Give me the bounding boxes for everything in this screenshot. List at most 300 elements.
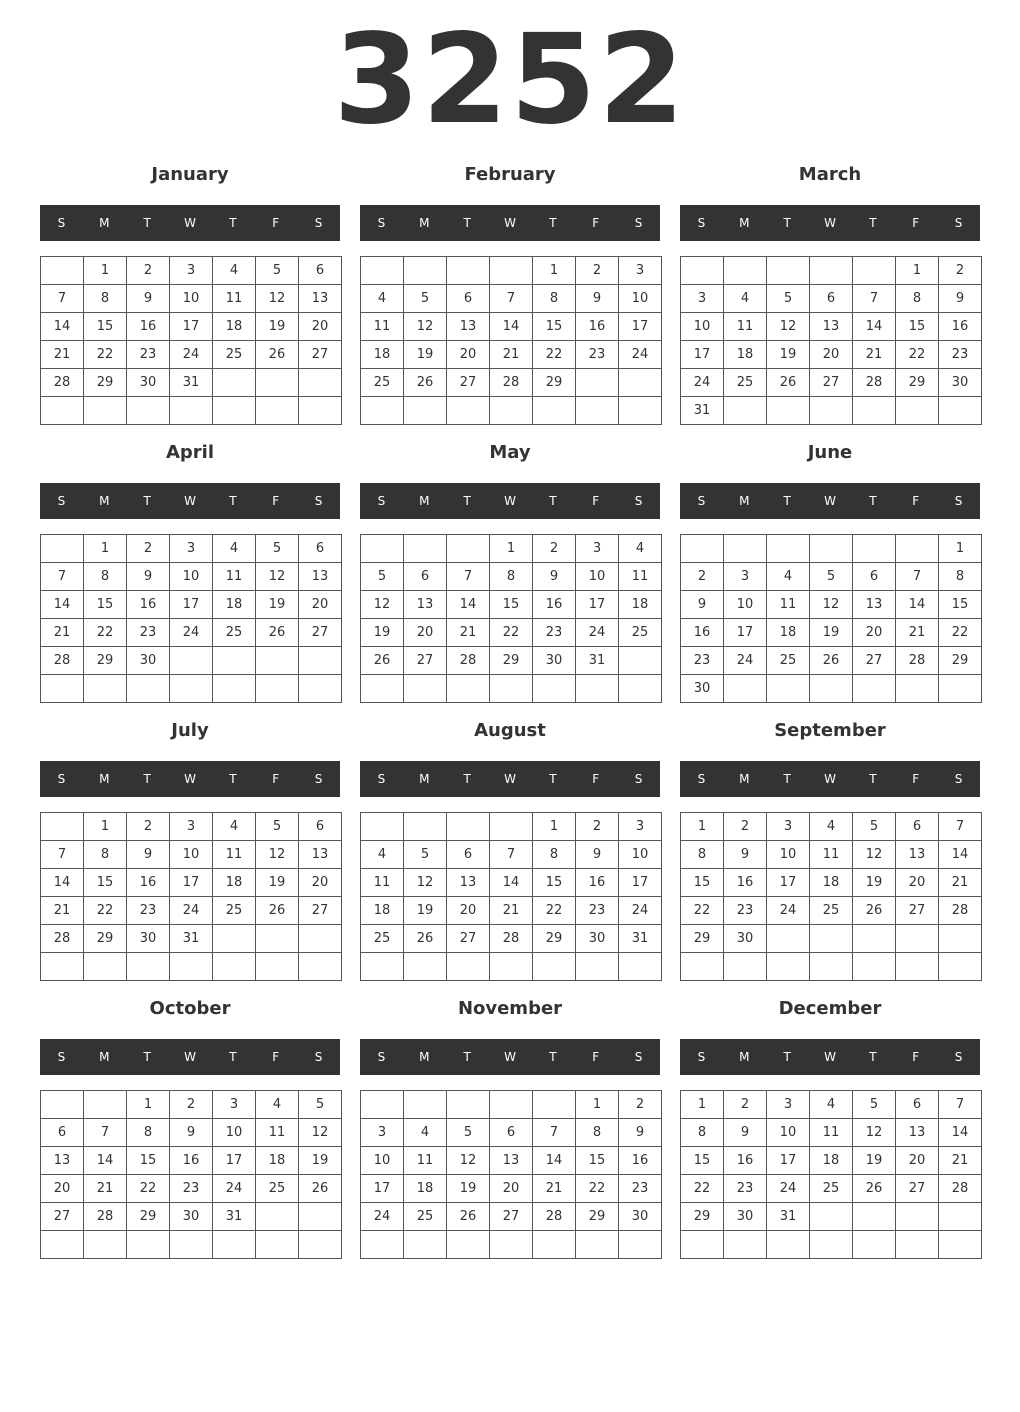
empty-day-cell bbox=[127, 953, 170, 981]
day-cell: 19 bbox=[404, 341, 447, 369]
day-cell: 28 bbox=[896, 647, 939, 675]
day-cell: 16 bbox=[724, 869, 767, 897]
day-cell: 2 bbox=[127, 813, 170, 841]
empty-day-cell bbox=[619, 397, 662, 425]
weekday-label: M bbox=[739, 494, 750, 508]
weekday-label: M bbox=[99, 772, 110, 786]
month-name: January bbox=[151, 164, 229, 185]
empty-day-cell bbox=[490, 397, 533, 425]
empty-day-cell bbox=[299, 1231, 342, 1259]
week-row bbox=[41, 647, 342, 675]
day-cell: 6 bbox=[447, 841, 490, 869]
empty-day-cell bbox=[939, 397, 982, 425]
day-cell: 15 bbox=[576, 1147, 619, 1175]
week-row bbox=[41, 619, 342, 647]
empty-day-cell bbox=[490, 1091, 533, 1119]
week-row bbox=[681, 897, 982, 925]
empty-day-cell bbox=[213, 925, 256, 953]
day-cell: 15 bbox=[939, 591, 982, 619]
day-cell: 12 bbox=[447, 1147, 490, 1175]
weekday-label: W bbox=[184, 772, 196, 786]
day-cell: 20 bbox=[490, 1175, 533, 1203]
week-row bbox=[681, 341, 982, 369]
weekday-label: T bbox=[143, 494, 151, 508]
day-cell: 19 bbox=[853, 869, 896, 897]
week-row bbox=[681, 1147, 982, 1175]
day-cell: 6 bbox=[896, 1091, 939, 1119]
day-cell: 21 bbox=[490, 897, 533, 925]
day-cell: 17 bbox=[619, 313, 662, 341]
weekday-label: F bbox=[272, 1050, 280, 1064]
weekday-label: S bbox=[634, 772, 643, 786]
day-cell: 8 bbox=[939, 563, 982, 591]
day-cell: 7 bbox=[84, 1119, 127, 1147]
day-cell: 15 bbox=[681, 869, 724, 897]
day-cell: 12 bbox=[853, 1119, 896, 1147]
weekday-label: W bbox=[824, 1050, 836, 1064]
day-cell: 25 bbox=[619, 619, 662, 647]
empty-day-cell bbox=[256, 369, 299, 397]
week-row bbox=[361, 313, 662, 341]
day-cell: 23 bbox=[619, 1175, 662, 1203]
day-cell: 12 bbox=[256, 841, 299, 869]
day-cell: 7 bbox=[939, 813, 982, 841]
weekday-label: T bbox=[549, 772, 557, 786]
day-cell: 12 bbox=[404, 869, 447, 897]
day-cell: 1 bbox=[490, 535, 533, 563]
day-cell: 11 bbox=[810, 841, 853, 869]
weekday-label: M bbox=[99, 494, 110, 508]
day-cell: 21 bbox=[41, 897, 84, 925]
week-row bbox=[361, 897, 662, 925]
week-row bbox=[681, 591, 982, 619]
month-march bbox=[680, 162, 980, 426]
day-cell: 25 bbox=[810, 897, 853, 925]
day-cell: 20 bbox=[447, 341, 490, 369]
day-cell: 23 bbox=[127, 341, 170, 369]
day-cell: 23 bbox=[533, 619, 576, 647]
day-cell: 31 bbox=[619, 925, 662, 953]
day-cell: 4 bbox=[810, 813, 853, 841]
month-name: March bbox=[798, 164, 862, 185]
weekday-label: S bbox=[314, 494, 323, 508]
day-grid bbox=[680, 1090, 982, 1259]
empty-day-cell bbox=[853, 257, 896, 285]
day-cell: 26 bbox=[853, 1175, 896, 1203]
day-cell: 22 bbox=[576, 1175, 619, 1203]
day-cell: 14 bbox=[490, 313, 533, 341]
day-cell: 27 bbox=[404, 647, 447, 675]
empty-day-cell bbox=[299, 647, 342, 675]
day-cell: 18 bbox=[256, 1147, 299, 1175]
day-cell: 29 bbox=[84, 925, 127, 953]
day-cell: 28 bbox=[533, 1203, 576, 1231]
day-cell: 12 bbox=[299, 1119, 342, 1147]
day-cell: 3 bbox=[724, 563, 767, 591]
month-name: June bbox=[807, 442, 853, 463]
day-cell: 9 bbox=[724, 1119, 767, 1147]
day-cell: 30 bbox=[127, 647, 170, 675]
day-cell: 6 bbox=[404, 563, 447, 591]
day-cell: 11 bbox=[213, 841, 256, 869]
day-cell: 19 bbox=[299, 1147, 342, 1175]
day-cell: 2 bbox=[724, 813, 767, 841]
day-cell: 21 bbox=[41, 619, 84, 647]
day-cell: 16 bbox=[127, 313, 170, 341]
day-cell: 13 bbox=[299, 563, 342, 591]
day-cell: 4 bbox=[810, 1091, 853, 1119]
day-cell: 24 bbox=[170, 897, 213, 925]
day-cell: 24 bbox=[681, 369, 724, 397]
day-cell: 29 bbox=[896, 369, 939, 397]
weekday-label: S bbox=[377, 494, 386, 508]
empty-day-cell bbox=[896, 925, 939, 953]
weekday-label: F bbox=[912, 772, 920, 786]
day-cell: 5 bbox=[853, 813, 896, 841]
day-cell: 3 bbox=[170, 257, 213, 285]
day-cell: 12 bbox=[853, 841, 896, 869]
month-august bbox=[360, 718, 660, 982]
week-row bbox=[361, 563, 662, 591]
day-cell: 22 bbox=[84, 341, 127, 369]
day-cell: 30 bbox=[619, 1203, 662, 1231]
empty-day-cell bbox=[576, 675, 619, 703]
day-cell: 21 bbox=[939, 1147, 982, 1175]
day-cell: 13 bbox=[299, 841, 342, 869]
week-row bbox=[41, 841, 342, 869]
weekday-label: S bbox=[57, 494, 66, 508]
month-december bbox=[680, 996, 980, 1260]
empty-day-cell bbox=[810, 257, 853, 285]
day-cell: 9 bbox=[576, 841, 619, 869]
empty-day-cell bbox=[853, 535, 896, 563]
empty-day-cell bbox=[170, 647, 213, 675]
day-grid bbox=[680, 256, 982, 425]
empty-day-cell bbox=[170, 397, 213, 425]
empty-day-cell bbox=[447, 397, 490, 425]
week-row bbox=[41, 257, 342, 285]
empty-day-cell bbox=[404, 953, 447, 981]
day-cell: 19 bbox=[810, 619, 853, 647]
weekday-label: M bbox=[739, 772, 750, 786]
week-row bbox=[681, 869, 982, 897]
day-cell: 3 bbox=[170, 535, 213, 563]
empty-day-cell bbox=[939, 675, 982, 703]
day-cell: 4 bbox=[213, 535, 256, 563]
empty-day-cell bbox=[490, 257, 533, 285]
month-name: December bbox=[778, 998, 882, 1019]
day-cell: 17 bbox=[170, 869, 213, 897]
day-cell: 10 bbox=[170, 563, 213, 591]
day-cell: 10 bbox=[213, 1119, 256, 1147]
day-cell: 16 bbox=[127, 591, 170, 619]
week-row bbox=[41, 1091, 342, 1119]
day-cell: 26 bbox=[256, 897, 299, 925]
empty-day-cell bbox=[810, 397, 853, 425]
day-cell: 22 bbox=[681, 897, 724, 925]
week-row bbox=[41, 1231, 342, 1259]
day-cell: 18 bbox=[724, 341, 767, 369]
empty-day-cell bbox=[490, 813, 533, 841]
day-cell: 18 bbox=[404, 1175, 447, 1203]
weekday-label: S bbox=[634, 1050, 643, 1064]
empty-day-cell bbox=[447, 675, 490, 703]
day-cell: 3 bbox=[619, 257, 662, 285]
day-cell: 13 bbox=[896, 1119, 939, 1147]
day-cell: 28 bbox=[41, 369, 84, 397]
day-cell: 14 bbox=[490, 869, 533, 897]
day-cell: 21 bbox=[896, 619, 939, 647]
weekday-label: T bbox=[229, 216, 237, 230]
weekday-label: T bbox=[869, 1050, 877, 1064]
day-cell: 14 bbox=[853, 313, 896, 341]
weekday-label: S bbox=[314, 1050, 323, 1064]
weekday-label: W bbox=[504, 1050, 516, 1064]
day-cell: 14 bbox=[939, 841, 982, 869]
day-cell: 5 bbox=[256, 535, 299, 563]
week-row bbox=[361, 257, 662, 285]
week-row bbox=[681, 397, 982, 425]
day-cell: 13 bbox=[447, 869, 490, 897]
day-grid bbox=[40, 1090, 342, 1259]
empty-day-cell bbox=[361, 257, 404, 285]
week-row bbox=[361, 535, 662, 563]
empty-day-cell bbox=[127, 397, 170, 425]
empty-day-cell bbox=[724, 257, 767, 285]
day-cell: 27 bbox=[299, 897, 342, 925]
day-cell: 5 bbox=[404, 285, 447, 313]
empty-day-cell bbox=[533, 953, 576, 981]
day-cell: 22 bbox=[127, 1175, 170, 1203]
day-cell: 4 bbox=[767, 563, 810, 591]
day-cell: 31 bbox=[576, 647, 619, 675]
weekday-label: S bbox=[954, 772, 963, 786]
week-row bbox=[681, 369, 982, 397]
day-cell: 13 bbox=[299, 285, 342, 313]
day-grid bbox=[360, 256, 662, 425]
empty-day-cell bbox=[853, 925, 896, 953]
day-cell: 23 bbox=[127, 897, 170, 925]
day-cell: 27 bbox=[447, 925, 490, 953]
empty-day-cell bbox=[41, 675, 84, 703]
day-cell: 30 bbox=[724, 1203, 767, 1231]
day-cell: 25 bbox=[213, 619, 256, 647]
empty-day-cell bbox=[533, 1091, 576, 1119]
empty-day-cell bbox=[576, 1231, 619, 1259]
day-cell: 28 bbox=[84, 1203, 127, 1231]
empty-day-cell bbox=[361, 813, 404, 841]
weekday-label: T bbox=[783, 216, 791, 230]
day-cell: 6 bbox=[490, 1119, 533, 1147]
weekday-label: S bbox=[697, 494, 706, 508]
day-cell: 13 bbox=[447, 313, 490, 341]
day-cell: 27 bbox=[41, 1203, 84, 1231]
day-cell: 11 bbox=[361, 869, 404, 897]
empty-day-cell bbox=[213, 953, 256, 981]
weekday-label: T bbox=[463, 494, 471, 508]
week-row bbox=[41, 397, 342, 425]
day-cell: 8 bbox=[576, 1119, 619, 1147]
day-cell: 6 bbox=[853, 563, 896, 591]
week-row bbox=[681, 257, 982, 285]
week-row bbox=[41, 563, 342, 591]
day-cell: 22 bbox=[939, 619, 982, 647]
month-name: April bbox=[165, 442, 215, 463]
empty-day-cell bbox=[256, 925, 299, 953]
day-cell: 3 bbox=[767, 813, 810, 841]
day-cell: 26 bbox=[810, 647, 853, 675]
day-cell: 30 bbox=[127, 925, 170, 953]
day-cell: 23 bbox=[170, 1175, 213, 1203]
day-cell: 28 bbox=[41, 925, 84, 953]
empty-day-cell bbox=[299, 397, 342, 425]
day-cell: 18 bbox=[810, 869, 853, 897]
weekday-label: T bbox=[463, 216, 471, 230]
weekday-label: T bbox=[869, 772, 877, 786]
empty-day-cell bbox=[170, 953, 213, 981]
empty-day-cell bbox=[810, 925, 853, 953]
day-cell: 23 bbox=[724, 1175, 767, 1203]
empty-day-cell bbox=[896, 397, 939, 425]
empty-day-cell bbox=[939, 1231, 982, 1259]
day-cell: 12 bbox=[256, 563, 299, 591]
empty-day-cell bbox=[619, 647, 662, 675]
weekday-label: T bbox=[229, 1050, 237, 1064]
day-cell: 18 bbox=[213, 869, 256, 897]
empty-day-cell bbox=[896, 1203, 939, 1231]
day-cell: 15 bbox=[84, 591, 127, 619]
day-cell: 17 bbox=[213, 1147, 256, 1175]
month-name: September bbox=[774, 720, 886, 741]
empty-day-cell bbox=[84, 1231, 127, 1259]
empty-day-cell bbox=[404, 813, 447, 841]
day-grid bbox=[360, 812, 662, 981]
day-cell: 22 bbox=[84, 619, 127, 647]
month-name: February bbox=[464, 164, 556, 185]
empty-day-cell bbox=[213, 1231, 256, 1259]
weekday-label: W bbox=[504, 494, 516, 508]
day-cell: 8 bbox=[127, 1119, 170, 1147]
day-cell: 20 bbox=[447, 897, 490, 925]
day-cell: 20 bbox=[299, 313, 342, 341]
empty-day-cell bbox=[810, 675, 853, 703]
day-cell: 22 bbox=[490, 619, 533, 647]
day-cell: 2 bbox=[127, 535, 170, 563]
day-cell: 21 bbox=[447, 619, 490, 647]
day-cell: 15 bbox=[127, 1147, 170, 1175]
day-cell: 7 bbox=[41, 285, 84, 313]
weekday-label: T bbox=[869, 216, 877, 230]
week-row bbox=[361, 1175, 662, 1203]
day-cell: 11 bbox=[256, 1119, 299, 1147]
day-cell: 4 bbox=[361, 841, 404, 869]
day-cell: 4 bbox=[724, 285, 767, 313]
weekday-label: T bbox=[549, 216, 557, 230]
empty-day-cell bbox=[896, 535, 939, 563]
weekday-label: T bbox=[783, 494, 791, 508]
week-row bbox=[361, 1091, 662, 1119]
month-september bbox=[680, 718, 980, 982]
empty-day-cell bbox=[724, 535, 767, 563]
month-february bbox=[360, 162, 660, 426]
day-cell: 18 bbox=[213, 591, 256, 619]
weekday-label: T bbox=[869, 494, 877, 508]
empty-day-cell bbox=[361, 1091, 404, 1119]
empty-day-cell bbox=[939, 1203, 982, 1231]
empty-day-cell bbox=[213, 675, 256, 703]
day-cell: 11 bbox=[361, 313, 404, 341]
week-row bbox=[681, 1203, 982, 1231]
day-cell: 14 bbox=[533, 1147, 576, 1175]
empty-day-cell bbox=[127, 675, 170, 703]
empty-day-cell bbox=[896, 675, 939, 703]
day-cell: 25 bbox=[724, 369, 767, 397]
week-row bbox=[361, 591, 662, 619]
weekday-label: W bbox=[824, 216, 836, 230]
day-cell: 6 bbox=[299, 257, 342, 285]
weekday-label: S bbox=[57, 772, 66, 786]
day-cell: 25 bbox=[361, 925, 404, 953]
day-cell: 1 bbox=[576, 1091, 619, 1119]
empty-day-cell bbox=[619, 953, 662, 981]
empty-day-cell bbox=[619, 675, 662, 703]
empty-day-cell bbox=[299, 369, 342, 397]
empty-day-cell bbox=[853, 1203, 896, 1231]
day-cell: 6 bbox=[810, 285, 853, 313]
day-cell: 30 bbox=[681, 675, 724, 703]
week-row bbox=[361, 675, 662, 703]
year-title: 3252 bbox=[333, 8, 687, 152]
empty-day-cell bbox=[767, 397, 810, 425]
day-cell: 17 bbox=[170, 313, 213, 341]
day-cell: 16 bbox=[170, 1147, 213, 1175]
day-cell: 30 bbox=[724, 925, 767, 953]
weekday-header bbox=[40, 1039, 340, 1075]
day-cell: 2 bbox=[681, 563, 724, 591]
day-cell: 7 bbox=[447, 563, 490, 591]
day-cell: 20 bbox=[404, 619, 447, 647]
day-grid bbox=[680, 812, 982, 981]
day-cell: 26 bbox=[299, 1175, 342, 1203]
day-cell: 3 bbox=[619, 813, 662, 841]
day-cell: 2 bbox=[533, 535, 576, 563]
weekday-label: T bbox=[463, 1050, 471, 1064]
weekday-label: T bbox=[143, 772, 151, 786]
empty-day-cell bbox=[447, 257, 490, 285]
day-cell: 26 bbox=[447, 1203, 490, 1231]
weekday-label: S bbox=[634, 494, 643, 508]
day-cell: 9 bbox=[170, 1119, 213, 1147]
day-cell: 18 bbox=[361, 341, 404, 369]
weekday-label: S bbox=[57, 1050, 66, 1064]
day-cell: 3 bbox=[170, 813, 213, 841]
day-cell: 1 bbox=[939, 535, 982, 563]
day-cell: 1 bbox=[533, 813, 576, 841]
day-cell: 12 bbox=[810, 591, 853, 619]
day-cell: 20 bbox=[853, 619, 896, 647]
day-cell: 12 bbox=[404, 313, 447, 341]
week-row bbox=[681, 1175, 982, 1203]
week-row bbox=[681, 1119, 982, 1147]
day-cell: 13 bbox=[490, 1147, 533, 1175]
day-cell: 1 bbox=[533, 257, 576, 285]
empty-day-cell bbox=[170, 675, 213, 703]
day-cell: 27 bbox=[896, 897, 939, 925]
month-name: May bbox=[489, 442, 531, 463]
day-cell: 29 bbox=[939, 647, 982, 675]
empty-day-cell bbox=[447, 1091, 490, 1119]
day-cell: 7 bbox=[853, 285, 896, 313]
